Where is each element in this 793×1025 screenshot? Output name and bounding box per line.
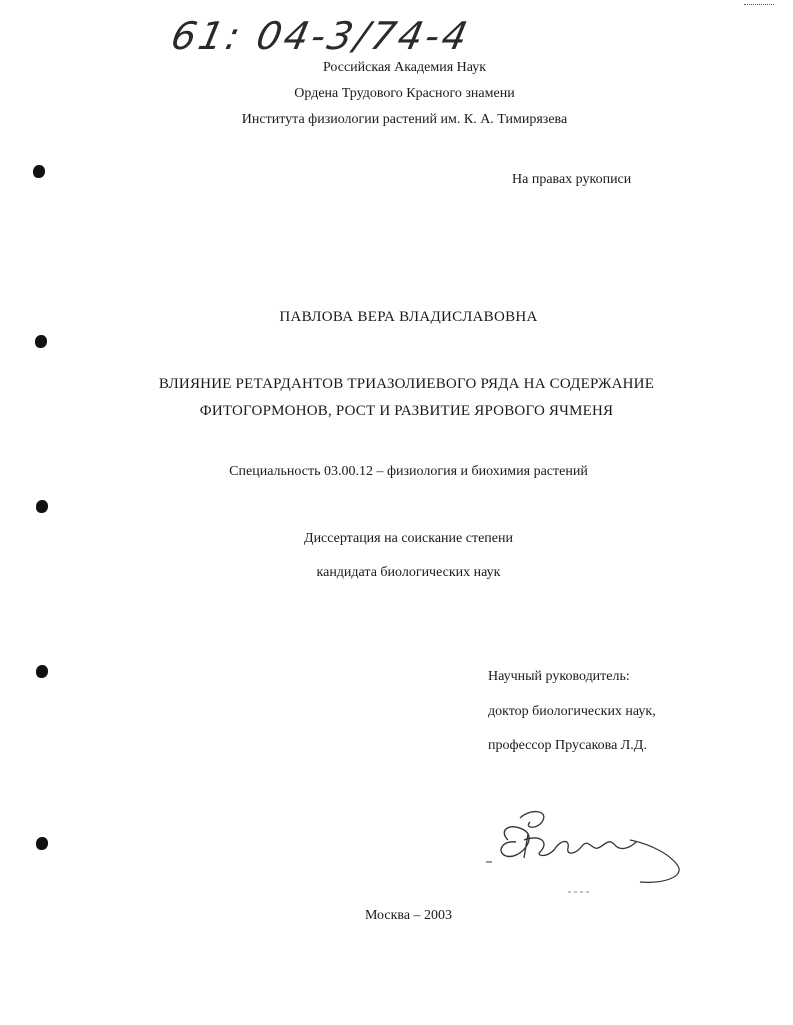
supervisor-label: Научный руководитель: [488, 669, 630, 684]
supervisor-name: профессор Прусакова Л.Д. [488, 738, 647, 753]
punch-hole [36, 837, 48, 850]
header-order: Ордена Трудового Красного знамени [294, 86, 515, 101]
corner-mark [744, 4, 774, 7]
punch-hole [35, 335, 47, 348]
punch-hole [33, 165, 45, 178]
degree-line2: кандидата биологических наук [316, 565, 501, 580]
punch-hole [36, 500, 48, 513]
header-academy: Российская Академия Наук [322, 60, 487, 75]
author-name: ПАВЛОВА ВЕРА ВЛАДИСЛАВОВНА [279, 309, 538, 325]
punch-hole [36, 665, 48, 678]
supervisor-degree: доктор биологических наук, [488, 704, 656, 719]
thesis-title-line2: ФИТОГОРМОНОВ, РОСТ И РАЗВИТИЕ ЯРОВОГО ЯЧМЕНЯ [199, 403, 614, 419]
manuscript-note: На правах рукописи [512, 172, 632, 187]
signature [480, 800, 700, 910]
city-year: Москва – 2003 [364, 908, 453, 923]
degree-line1: Диссертация на соискание степени [304, 531, 513, 546]
specialty: Специальность 03.00.12 – физиология и биохимия растений [229, 464, 588, 479]
header-institute: Института физиологии растений им. К. А. Тимирязева [241, 112, 568, 127]
archive-code: 61: 04-3/74-4 [167, 14, 475, 58]
thesis-title-line1: ВЛИЯНИЕ РЕТАРДАНТОВ ТРИАЗОЛИЕВОГО РЯДА НА СОДЕРЖАНИЕ [158, 376, 655, 392]
